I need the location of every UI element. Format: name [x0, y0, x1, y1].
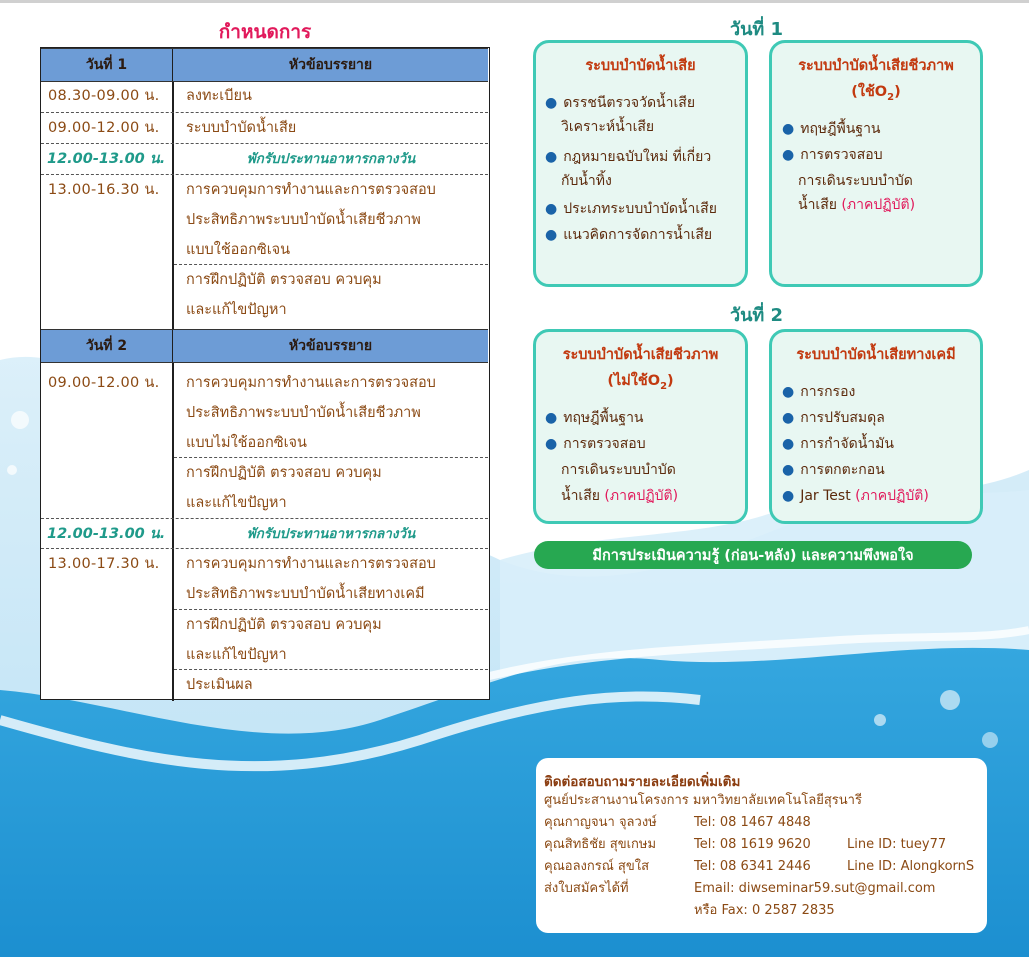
- contact-person2-tel[interactable]: Tel: 08 1619 9620: [694, 837, 811, 852]
- day1-box1-title: ระบบบำบัดน้ำเสีย: [585, 58, 696, 74]
- day1-row2-time: 09.00-12.00 น.: [48, 120, 160, 136]
- day2-box1-title-line1: ระบบบำบัดน้ำเสียชีวภาพ: [562, 347, 719, 363]
- day1-box2-title-line1: ระบบบำบัดน้ำเสียชีวภาพ: [798, 58, 954, 74]
- day1-box1-item2-cont: กับน้ำทิ้ง: [561, 173, 612, 189]
- bullet-icon: ●: [545, 201, 558, 217]
- day2-header-topic: หัวข้อบรรยาย: [288, 338, 373, 354]
- day2-box-chemical: [769, 329, 983, 524]
- day2-header-row: [41, 329, 488, 363]
- practice-label: (ภาคปฏิบัติ): [841, 197, 916, 213]
- day2-morning-time: 09.00-12.00 น.: [48, 375, 160, 391]
- bullet-icon: ●: [545, 410, 558, 426]
- day2-box2-item5: ● Jar Test (ภาคปฏิบัติ): [782, 488, 929, 504]
- day2-box2-item1: ● การกรอง: [782, 384, 856, 400]
- day2-morning-practice-line1: การฝึกปฏิบัติ ตรวจสอบ ควบคุม: [186, 465, 382, 481]
- day2-box2-title: ระบบบำบัดน้ำเสียทางเคมี: [796, 347, 956, 363]
- day2-morning-line2: ประสิทธิภาพระบบบำบัดน้ำเสียชีวภาพ: [186, 405, 421, 421]
- day2-box1-item2-cont2: น้ำเสีย (ภาคปฏิบัติ): [561, 488, 679, 504]
- day2-heading: วันที่ 2: [730, 305, 784, 326]
- day1-header-topic: หัวข้อบรรยาย: [288, 57, 373, 73]
- day2-morning-line3: แบบไม่ใช้ออกซิเจน: [186, 435, 307, 451]
- day2-morning-line1: การควบคุมการทำงานและการตรวจสอบ: [186, 375, 436, 391]
- contact-apply-label: ส่งใบสมัครได้ที่: [544, 881, 629, 896]
- day1-lunch-text: พักรับประทานอาหารกลางวัน: [246, 151, 416, 167]
- day2-header-day: วันที่ 2: [41, 330, 173, 362]
- day2-evaluation: ประเมินผล: [186, 677, 253, 693]
- bullet-icon: ●: [782, 384, 795, 400]
- day1-practice-line1: การฝึกปฏิบัติ ตรวจสอบ ควบคุม: [186, 272, 382, 288]
- day2-box1-item2-cont: การเดินระบบบำบัด: [561, 462, 676, 478]
- day2-afternoon-line1: การควบคุมการทำงานและการตรวจสอบ: [186, 556, 436, 572]
- day1-row2-topic: ระบบบำบัดน้ำเสีย: [186, 120, 297, 136]
- day1-box2-item2-cont2: น้ำเสีย (ภาคปฏิบัติ): [798, 197, 916, 213]
- day1-practice-line2: และแก้ไขปัญหา: [186, 302, 287, 318]
- day1-row1-time: 08.30-09.00 น.: [48, 88, 160, 104]
- day1-lunch-time: 12.00-13.00 น.: [47, 151, 166, 167]
- contact-person2-name: คุณสิทธิชัย สุขเกษม: [544, 837, 657, 852]
- day1-box1-item2: ● กฎหมายฉบับใหม่ ที่เกี่ยว: [545, 149, 712, 165]
- day2-box2-item2: ● การปรับสมดุล: [782, 410, 885, 426]
- contact-person3-tel[interactable]: Tel: 08 6341 2446: [694, 859, 811, 874]
- day1-header-row: [41, 48, 488, 82]
- schedule-table: [40, 47, 490, 700]
- day2-afternoon-practice-line2: และแก้ไขปัญหา: [186, 647, 287, 663]
- contact-heading: ติดต่อสอบถามรายละเอียดเพิ่มเติม: [544, 774, 741, 790]
- day1-afternoon-time: 13.00-16.30 น.: [48, 182, 160, 198]
- contact-person3-name: คุณอลงกรณ์ สุขใส: [544, 859, 650, 874]
- day2-box1-title-line2: (ไม่ใช้$O_2$): [607, 373, 674, 392]
- day1-row1-topic: ลงทะเบียน: [186, 88, 252, 104]
- day1-box1-item1: ● ดรรชนีตรวจวัดน้ำเสีย: [545, 95, 696, 111]
- contact-person2-line[interactable]: Line ID: tuey77: [847, 837, 947, 852]
- day1-box1-item4: ● แนวคิดการจัดการน้ำเสีย: [545, 227, 713, 243]
- day1-header-day: วันที่ 1: [41, 49, 173, 81]
- contact-person1-tel[interactable]: Tel: 08 1467 4848: [694, 815, 811, 830]
- day2-morning-practice-line2: และแก้ไขปัญหา: [186, 495, 287, 511]
- bullet-icon: ●: [782, 121, 795, 137]
- contact-box: [536, 758, 987, 933]
- day2-box2-item4: ● การตกตะกอน: [782, 462, 885, 478]
- contact-org: ศูนย์ประสานงานโครงการ มหาวิทยาลัยเทคโนโลยีสุรนารี: [544, 793, 862, 808]
- day2-lunch-time: 12.00-13.00 น.: [47, 526, 166, 542]
- day1-box2-item2-cont: การเดินระบบบำบัด: [798, 173, 913, 189]
- day1-heading: วันที่ 1: [730, 19, 784, 40]
- bullet-icon: ●: [545, 149, 558, 165]
- day1-box2-title-line2: (ใช้$O_2$): [851, 84, 901, 103]
- bullet-icon: ●: [545, 436, 558, 452]
- day2-box2-item3: ● การกำจัดน้ำมัน: [782, 436, 894, 452]
- bullet-icon: ●: [782, 462, 795, 478]
- contact-email[interactable]: Email: diwseminar59.sut@gmail.com: [694, 881, 936, 896]
- contact-person1-name: คุณกาญจนา จุลวงษ์: [544, 815, 657, 830]
- day2-box1-item1: ● ทฤษฎีพื้นฐาน: [545, 410, 644, 426]
- day2-afternoon-time: 13.00-17.30 น.: [48, 556, 160, 572]
- bullet-icon: ●: [782, 410, 795, 426]
- contact-fax: หรือ Fax: 0 2587 2835: [694, 903, 835, 918]
- day2-box-bio-anaerobic: [533, 329, 748, 524]
- day2-box1-item2: ● การตรวจสอบ: [545, 436, 646, 452]
- day1-afternoon-line2: ประสิทธิภาพระบบบำบัดน้ำเสียชีวภาพ: [186, 212, 421, 228]
- evaluation-banner: มีการประเมินความรู้ (ก่อน-หลัง) และความพึงพอใจ: [534, 541, 972, 569]
- schedule-title: กำหนดการ: [218, 21, 312, 43]
- day2-lunch-text: พักรับประทานอาหารกลางวัน: [246, 526, 416, 542]
- day1-box1-item1-cont: วิเคราะห์น้ำเสีย: [561, 119, 655, 135]
- day1-box2-item1: ● ทฤษฎีพื้นฐาน: [782, 121, 881, 137]
- day1-box-wastewater: [533, 40, 748, 287]
- bullet-icon: ●: [782, 436, 795, 452]
- day2-afternoon-practice-line1: การฝึกปฏิบัติ ตรวจสอบ ควบคุม: [186, 617, 382, 633]
- bullet-icon: ●: [545, 95, 558, 111]
- day2-afternoon-line2: ประสิทธิภาพระบบบำบัดน้ำเสียทางเคมี: [186, 586, 425, 602]
- day1-afternoon-line3: แบบใช้ออกซิเจน: [186, 242, 291, 258]
- practice-label: (ภาคปฏิบัติ): [604, 488, 679, 504]
- bullet-icon: ●: [782, 488, 795, 504]
- bullet-icon: ●: [782, 147, 795, 163]
- day1-box2-item2: ● การตรวจสอบ: [782, 147, 883, 163]
- contact-person3-line[interactable]: Line ID: AlongkornS: [847, 859, 975, 874]
- day1-afternoon-line1: การควบคุมการทำงานและการตรวจสอบ: [186, 182, 436, 198]
- bullet-icon: ●: [545, 227, 558, 243]
- day1-box1-item3: ● ประเภทระบบบำบัดน้ำเสีย: [545, 201, 717, 217]
- day1-box-bio-aerobic: [769, 40, 983, 287]
- practice-label: (ภาคปฏิบัติ): [855, 488, 929, 504]
